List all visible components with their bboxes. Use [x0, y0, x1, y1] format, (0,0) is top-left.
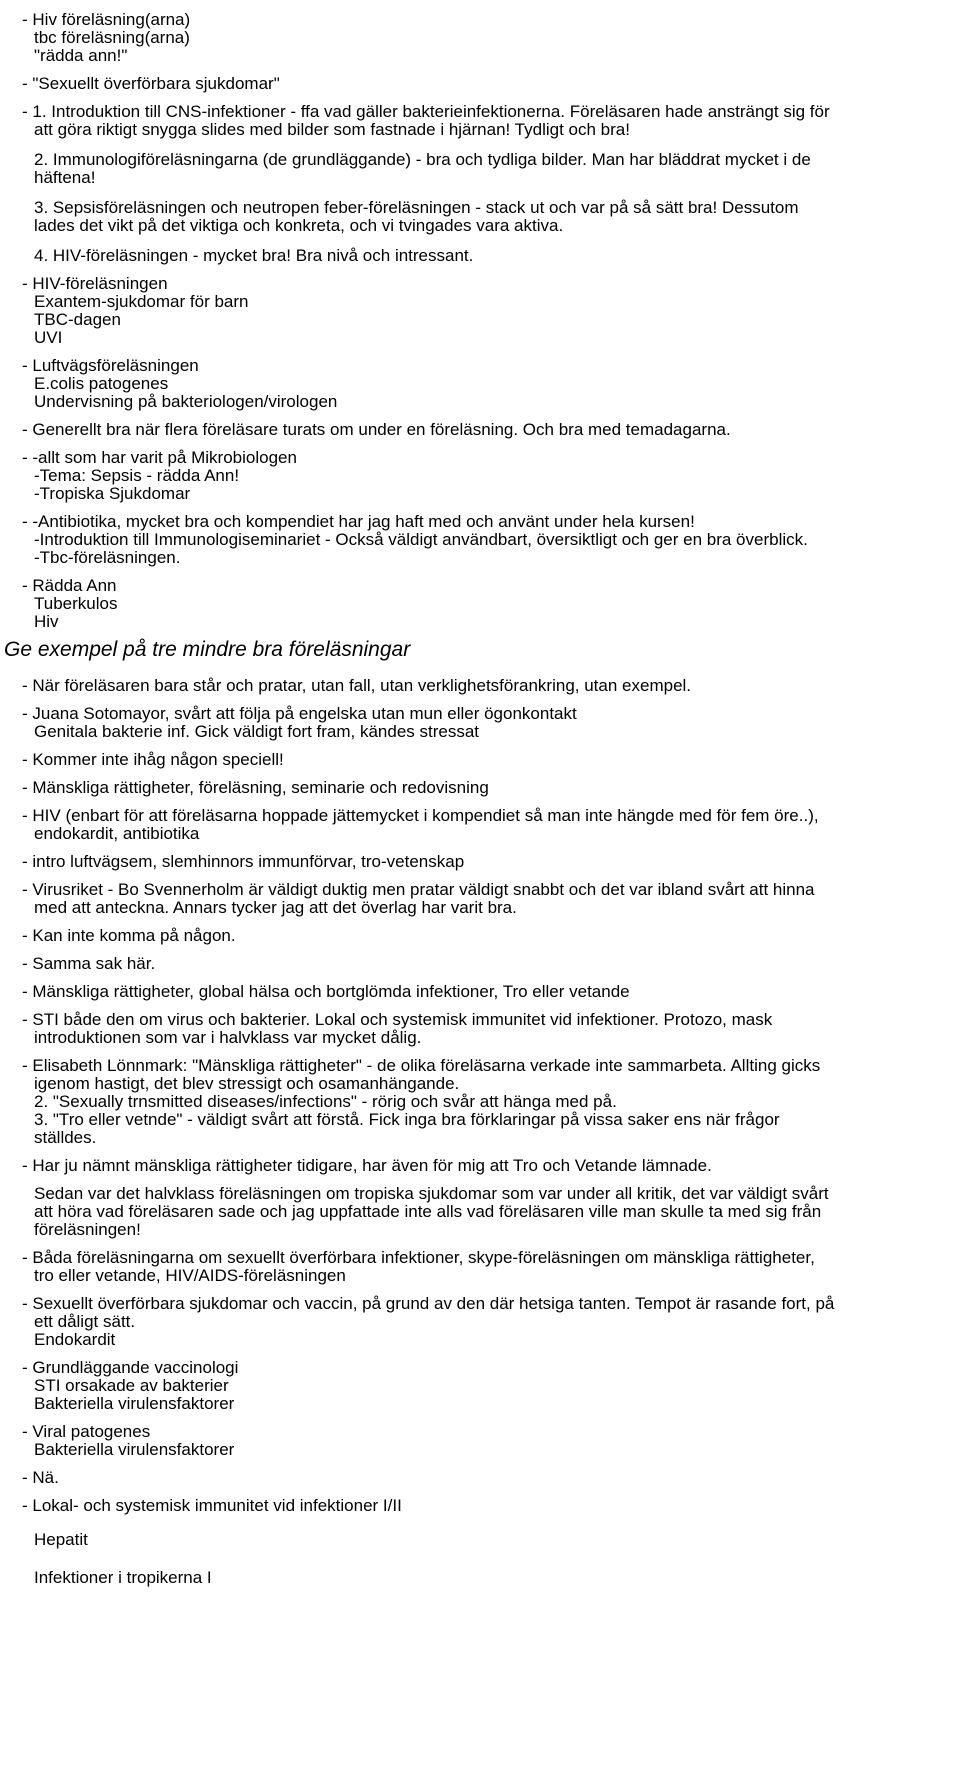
- bad-answer-line: - Elisabeth Lönnmark: "Mänskliga rättigheter" - de olika föreläsarna verkade inte sammarbeta. Allting gicks: [22, 1056, 821, 1075]
- good-answer-line: -Introduktion till Immunologiseminariet - Också väldigt användbart, översiktligt och ger en bra överblick.: [34, 530, 808, 549]
- good-answer-line: häftena!: [34, 168, 96, 187]
- good-answer-line: E.colis patogenes: [34, 374, 169, 393]
- good-answer-line: Tuberkulos: [34, 594, 118, 613]
- bad-answer-line: - Sexuellt överförbara sjukdomar och vaccin, på grund av den där hetsiga tanten. Tempot är rasande fort, på: [22, 1294, 835, 1313]
- bad-answer-line: - Mänskliga rättigheter, föreläsning, seminarie och redovisning: [22, 778, 489, 797]
- bad-answer-line: ställdes.: [34, 1128, 97, 1147]
- bad-answer-line: Hepatit: [34, 1530, 88, 1549]
- bad-answer-line: - Båda föreläsningarna om sexuellt överförbara infektioner, skype-föreläsningen om mänskliga rättigheter,: [22, 1248, 815, 1267]
- good-answer-line: "rädda ann!": [34, 46, 128, 65]
- bad-answer-line: - Har ju nämnt mänskliga rättigheter tidigare, har även för mig att Tro och Vetande lämnade.: [22, 1156, 712, 1175]
- good-answer-line: - Generellt bra när flera föreläsare turats om under en föreläsning. Och bra med temadagarna.: [22, 420, 731, 439]
- bad-answer-line: introduktionen som var i halvklass var mycket dålig.: [34, 1028, 422, 1047]
- bad-answer-line: Genitala bakterie inf. Gick väldigt fort fram, kändes stressat: [34, 722, 480, 741]
- bad-answer-line: - Kommer inte ihåg någon speciell!: [22, 750, 284, 769]
- good-answer-line: UVI: [34, 328, 63, 347]
- bad-answer-line: igenom hastigt, det blev stressigt och osamanhängande.: [34, 1074, 460, 1093]
- good-answer-line: 2. Immunologiföreläsningarna (de grundläggande) - bra och tydliga bilder. Man har bläddrat mycket i de: [34, 150, 811, 169]
- bad-answer-line: Endokardit: [34, 1330, 116, 1349]
- bad-answer-line: tro eller vetande, HIV/AIDS-föreläsningen: [34, 1266, 346, 1285]
- bad-answer-line: - Kan inte komma på någon.: [22, 926, 236, 945]
- good-answer-line: 4. HIV-föreläsningen - mycket bra! Bra nivå och intressant.: [34, 246, 474, 265]
- bad-answer-line: - När föreläsaren bara står och pratar, utan fall, utan verklighetsförankring, utan exempel.: [22, 676, 692, 695]
- bad-answer-line: - Lokal- och systemisk immunitet vid infektioner I/II: [22, 1496, 402, 1515]
- bad-answer-line: endokardit, antibiotika: [34, 824, 200, 843]
- good-answer-line: Exantem-sjukdomar för barn: [34, 292, 249, 311]
- good-answer-line: - -allt som har varit på Mikrobiologen: [22, 448, 297, 467]
- good-answer-line: att göra riktigt snygga slides med bilder som fastnade i hjärnan! Tydligt och bra!: [34, 120, 630, 139]
- good-answer-line: - HIV-föreläsningen: [22, 274, 168, 293]
- good-answer-line: -Tbc-föreläsningen.: [34, 548, 181, 567]
- good-answer-line: -Tema: Sepsis - rädda Ann!: [34, 466, 240, 485]
- bad-answer-line: - Nä.: [22, 1468, 59, 1487]
- bad-answer-line: Bakteriella virulensfaktorer: [34, 1440, 235, 1459]
- bad-answer-line: - Mänskliga rättigheter, global hälsa och bortglömda infektioner, Tro eller vetande: [22, 982, 630, 1001]
- bad-answer-line: - intro luftvägsem, slemhinnors immunförvar, tro-vetenskap: [22, 852, 465, 871]
- bad-answer-line: - HIV (enbart för att föreläsarna hoppade jättemycket i kompendiet så man inte hängde med för fem öre..),: [22, 806, 819, 825]
- good-answer-line: - "Sexuellt överförbara sjukdomar": [22, 74, 280, 93]
- bad-answer-line: 2. "Sexually trnsmitted diseases/infections" - rörig och svår att hänga med på.: [34, 1092, 617, 1111]
- bad-answer-line: Bakteriella virulensfaktorer: [34, 1394, 235, 1413]
- good-answer-line: - 1. Introduktion till CNS-infektioner - ffa vad gäller bakterieinfektionerna. Föreläsaren hade ansträngt sig för: [22, 102, 830, 121]
- bad-answer-line: - STI både den om virus och bakterier. Lokal och systemisk immunitet vid infektioner. Protozo, mask: [22, 1010, 773, 1029]
- bad-answer-line: med att anteckna. Annars tycker jag att det överlag har varit bra.: [34, 898, 517, 917]
- bad-answer-line: Sedan var det halvklass föreläsningen om tropiska sjukdomar som var under all kritik, det var väldigt svårt: [34, 1184, 829, 1203]
- good-answer-line: TBC-dagen: [34, 310, 121, 329]
- bad-answer-line: att höra vad föreläsaren sade och jag uppfattade inte alls vad föreläsaren ville man skulle ta med sig från: [34, 1202, 822, 1221]
- good-answer-line: - Hiv föreläsning(arna): [22, 10, 191, 29]
- good-answer-line: - Luftvägsföreläsningen: [22, 356, 199, 375]
- bad-answer-line: - Virusriket - Bo Svennerholm är väldigt duktig men pratar väldigt snabbt och det var ibland svårt att hinna: [22, 880, 815, 899]
- bad-answer-line: - Viral patogenes: [22, 1422, 151, 1441]
- good-answer-line: lades det vikt på det viktiga och konkreta, och vi tvingades vara aktiva.: [34, 216, 564, 235]
- good-answer-line: Hiv: [34, 612, 59, 631]
- bad-answer-line: - Juana Sotomayor, svårt att följa på engelska utan mun eller ögonkontakt: [22, 704, 577, 723]
- good-answer-line: -Tropiska Sjukdomar: [34, 484, 191, 503]
- bad-answer-line: - Samma sak här.: [22, 954, 156, 973]
- good-answer-line: - Rädda Ann: [22, 576, 117, 595]
- good-answer-line: Undervisning på bakteriologen/virologen: [34, 392, 338, 411]
- bad-answer-line: föreläsningen!: [34, 1220, 141, 1239]
- bad-answer-line: 3. "Tro eller vetnde" - väldigt svårt att förstå. Fick inga bra förklaringar på vissa saker ens när frågor: [34, 1110, 780, 1129]
- bad-answer-line: STI orsakade av bakterier: [34, 1376, 229, 1395]
- good-answer-line: - -Antibiotika, mycket bra och kompendiet har jag haft med och använt under hela kursen!: [22, 512, 695, 531]
- bad-answer-line: Infektioner i tropikerna I: [34, 1568, 212, 1587]
- good-answer-line: tbc föreläsning(arna): [34, 28, 190, 47]
- bad-answer-line: - Grundläggande vaccinologi: [22, 1358, 239, 1377]
- good-answer-line: 3. Sepsisföreläsningen och neutropen feber-föreläsningen - stack ut och var på så sätt bra! Dessutom: [34, 198, 799, 217]
- section-heading: Ge exempel på tre mindre bra föreläsningar: [4, 638, 411, 661]
- bad-answer-line: ett dåligt sätt.: [34, 1312, 136, 1331]
